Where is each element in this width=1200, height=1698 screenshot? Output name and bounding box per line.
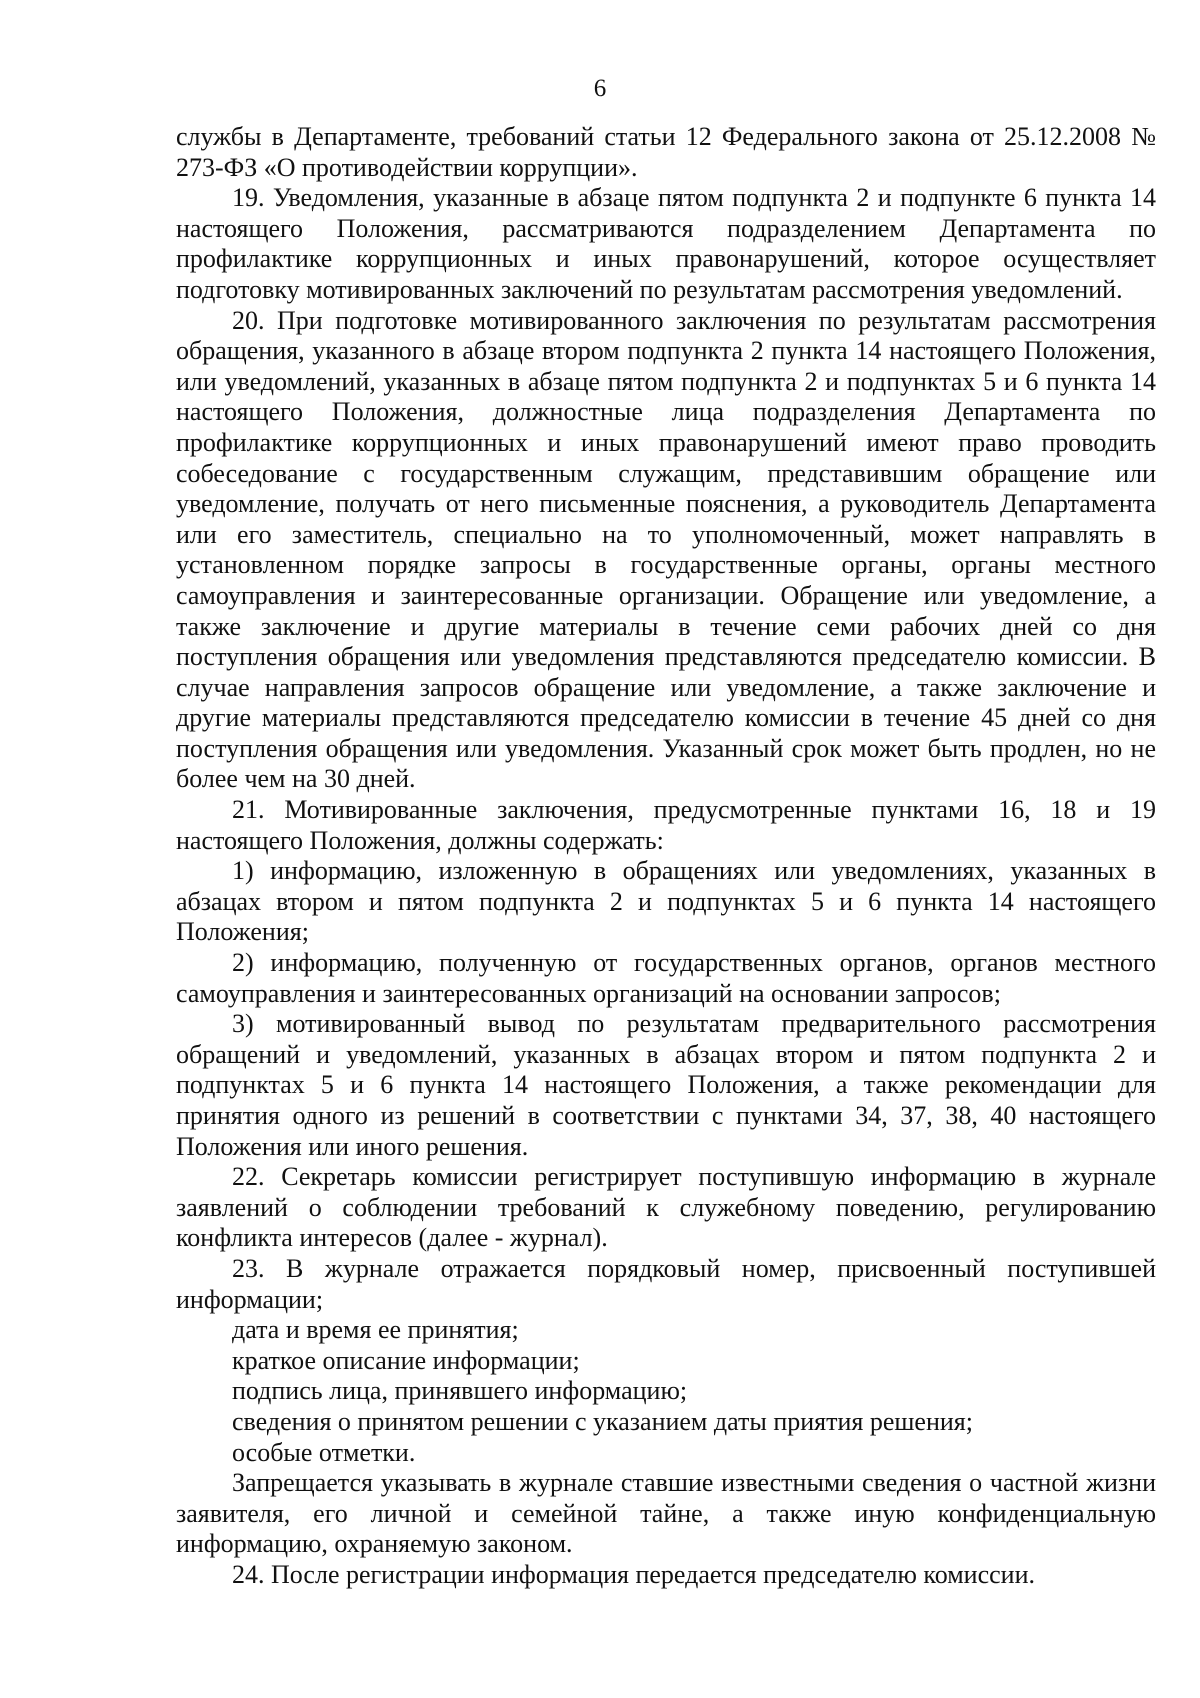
document-body [176,122,1156,1591]
paragraph-item-22: 22. Секретарь комиссии регистрирует поступившую информацию в журнале заявлений о соблюдении требований к служебному поведению, регулированию конфликта интересов (далее - журнал). [176,1162,1156,1253]
journal-field-signature: подпись лица, принявшего информацию; [232,1376,688,1406]
subitem-21-2: 2) информацию, полученную от государственных органов, органов местного самоуправления и заинтересованных организаций на основании запросов; [176,948,1156,1008]
journal-field-decision: сведения о принятом решении с указанием даты приятия решения; [232,1406,973,1436]
subitem-21-3: 3) мотивированный вывод по результатам предварительного рассмотрения обращений и уведомлений, указанных в абзацах втором и пятом подпункта 2 и подпунктах 5 и 6 пункта 14 настоящего Положения, а также рекомендации для принятия одного из решений в соответствии с пунктами 34, 37, 38, 40 настоящего Положения или иного решения. [176,1009,1156,1161]
journal-field-description: краткое описание информации; [232,1345,580,1375]
page-number: 6 [593,75,607,102]
paragraph-item-20: 20. При подготовке мотивированного заключения по результатам рассмотрения обращения, указанного в абзаце втором подпункта 2 пункта 14 настоящего Положения, или уведомлений, указанных в абзаце пятом подпункта 2 и подпунктах 5 и 6 пункта 14 настоящего Положения, должностные лица подразделения Департамента по профилактике коррупционных и иных правонарушений имеют право проводить собеседование с государственным служащим, представившим обращение или уведомление, получать от него письменные пояснения, а руководитель Департамента или его заместитель, специально на то уполномоченный, может направлять в установленном порядке запросы в государственные органы, органы местного самоуправления и заинтересованные организации. Обращение или уведомление, а также заключение и другие материалы в течение семи рабочих дней со дня поступления обращения или уведомления представляются председателю комиссии. В случае направления запросов обращение или уведомление, а также заключение и другие материалы представляются председателю комиссии в течение 45 дней со дня поступления обращения или уведомления. Указанный срок может быть продлен, но не более чем на 30 дней. [176,305,1156,794]
paragraph-item-23: 23. В журнале отражается порядковый номер, присвоенный поступившей информации; [176,1253,1156,1314]
paragraph-item-24: 24. После регистрации информация передается председателю комиссии. [232,1559,1036,1589]
paragraph-item-19: 19. Уведомления, указанные в абзаце пятом подпункта 2 и подпункте 6 пункта 14 настоящего Положения, рассматриваются подразделением Департамента по профилактике коррупционных и иных правонарушений, которое осуществляет подготовку мотивированных заключений по результатам рассмотрения уведомлений. [176,183,1156,304]
paragraph-continuation: службы в Департаменте, требований статьи 12 Федерального закона от 25.12.2008 № 273-ФЗ «О противодействии коррупции». [176,122,1156,182]
subitem-21-1: 1) информацию, изложенную в обращениях или уведомлениях, указанных в абзацах втором и пятом подпункта 2 и подпунктах 5 и 6 пункта 14 настоящего Положения; [176,856,1156,947]
journal-field-notes: особые отметки. [232,1437,416,1467]
journal-field-date-time: дата и время ее принятия; [232,1315,519,1345]
paragraph-prohibition: Запрещается указывать в журнале ставшие известными сведения о частной жизни заявителя, его личной и семейной тайне, а также иную конфиденциальную информацию, охраняемую законом. [176,1468,1156,1559]
paragraph-item-21: 21. Мотивированные заключения, предусмотренные пунктами 16, 18 и 19 настоящего Положения, должны содержать: [176,795,1156,855]
